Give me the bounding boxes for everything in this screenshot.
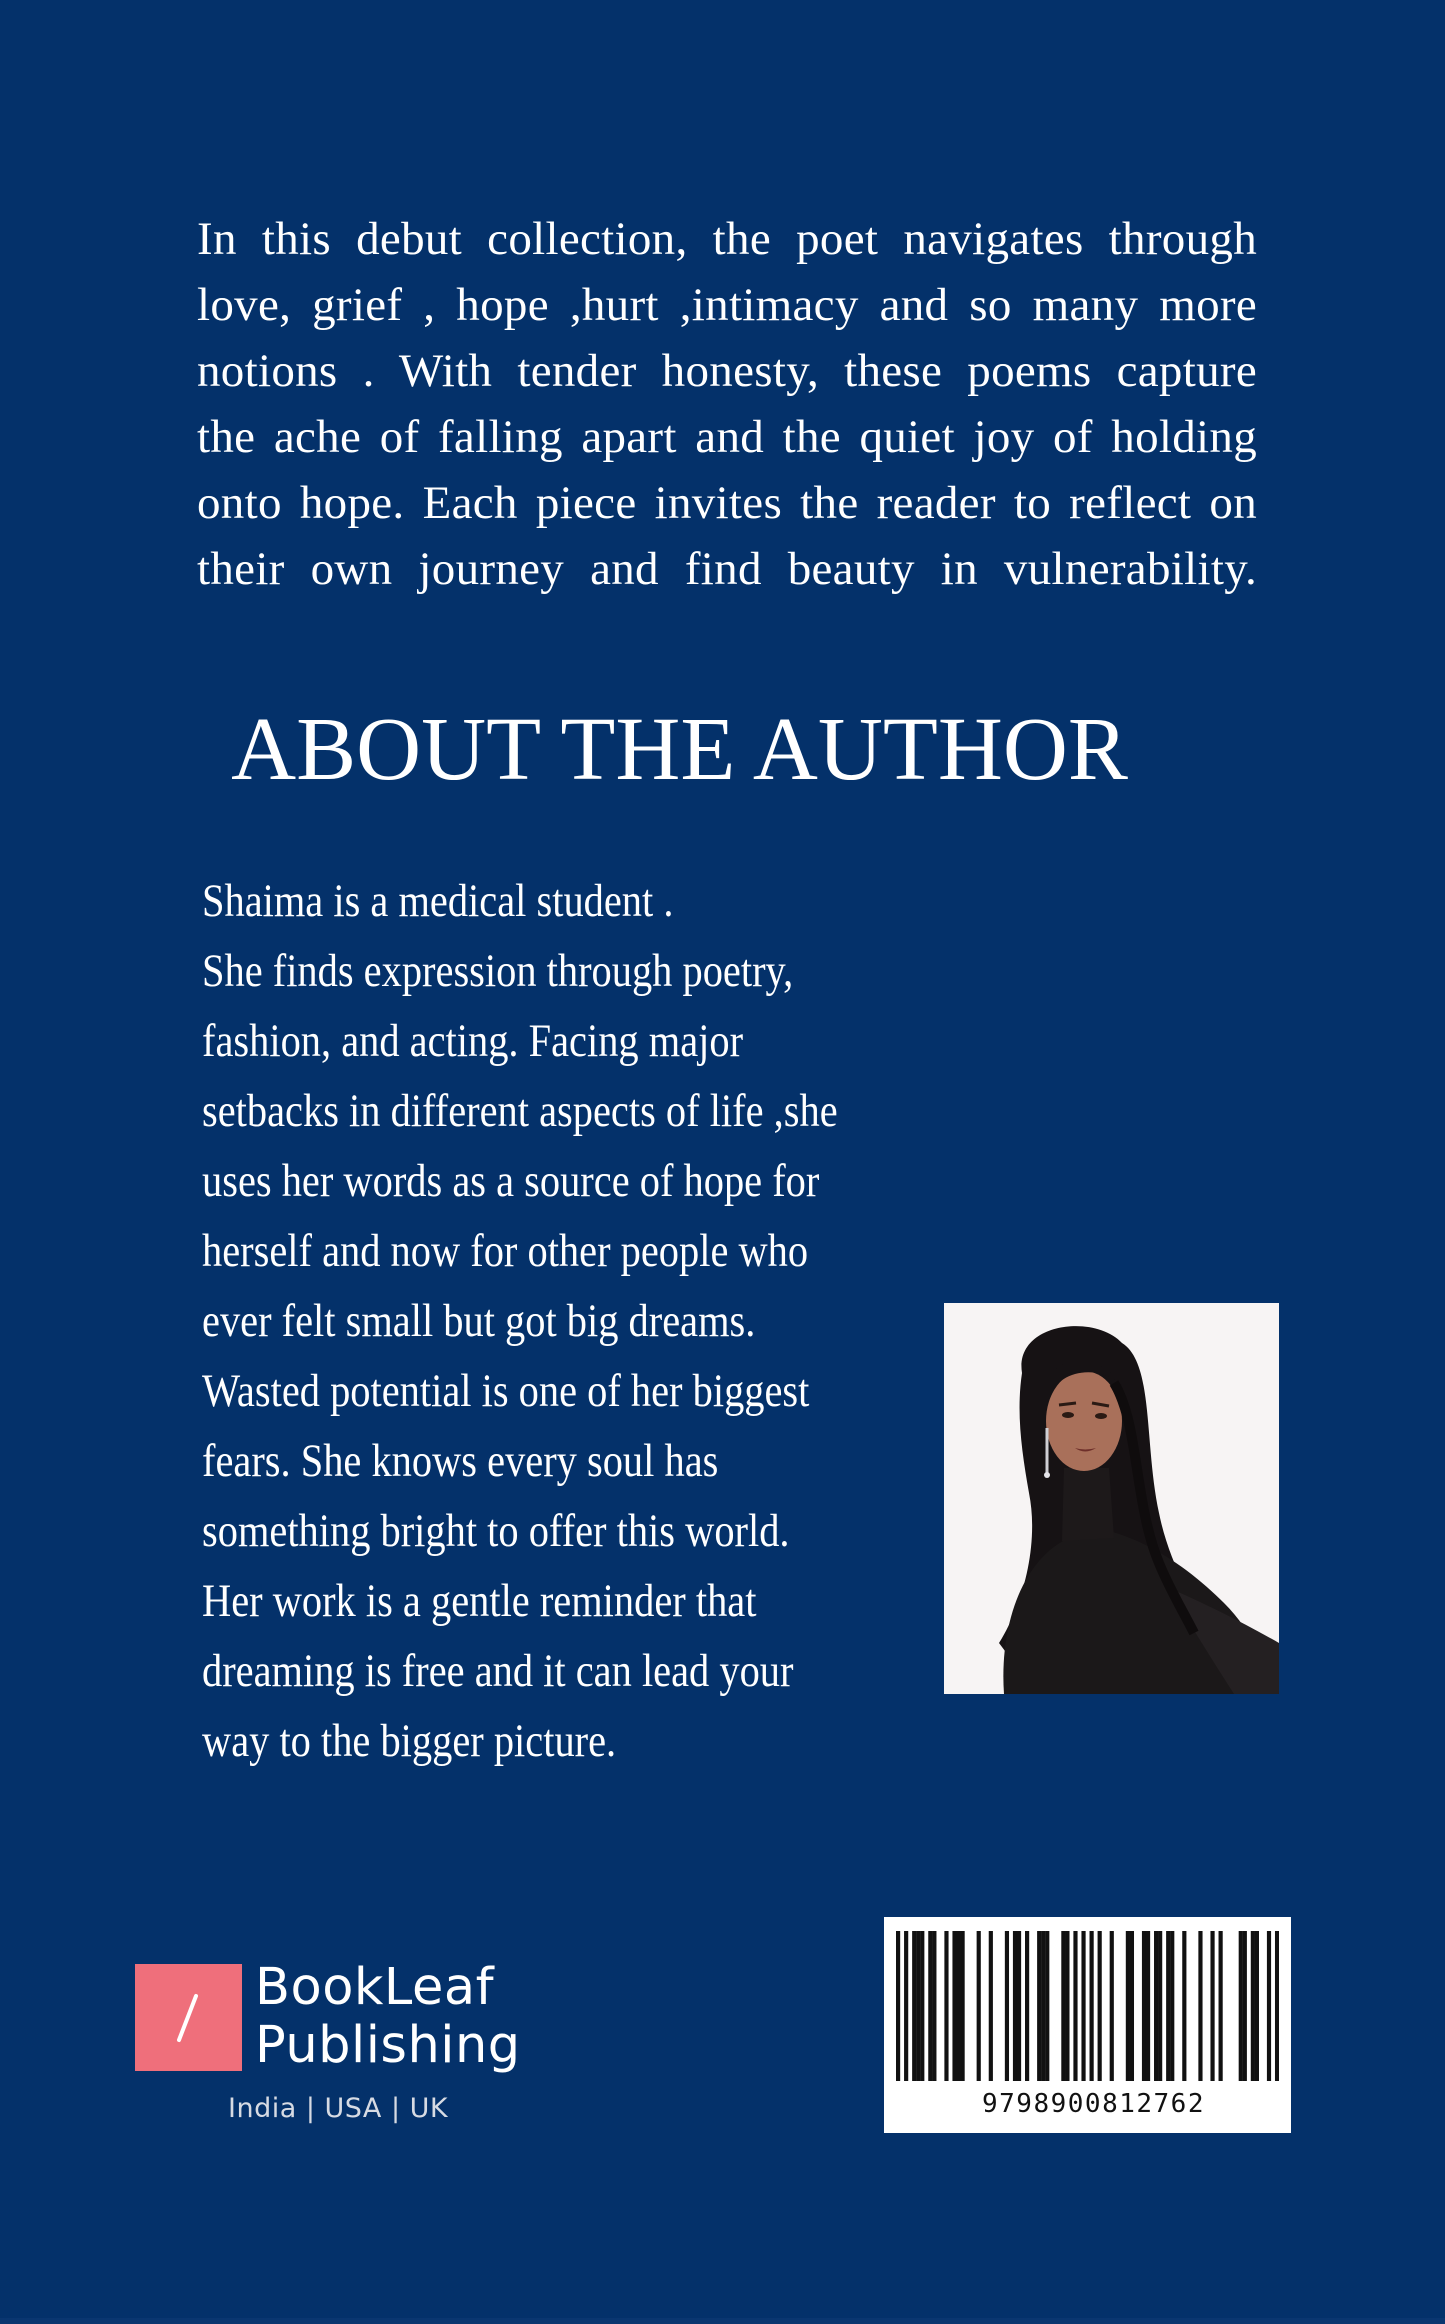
about-the-author-heading: ABOUT THE AUTHOR <box>231 700 1128 799</box>
barcode-bar <box>1142 1931 1146 2081</box>
bookleaf-mark-icon <box>135 1964 242 2071</box>
barcode-bar <box>1017 1931 1021 2081</box>
barcode-bar <box>1126 1931 1130 2081</box>
barcode-bar <box>1255 1931 1259 2081</box>
isbn-number: 9798900812762 <box>982 2089 1205 2119</box>
barcode-bar <box>956 1931 960 2081</box>
barcode-bar <box>961 1931 965 2081</box>
barcode-bar <box>1090 1931 1094 2081</box>
bio-line: Her work is a gentle reminder that <box>202 1575 757 1627</box>
barcode-bar <box>1170 1931 1174 2081</box>
barcode-bar <box>1041 1931 1045 2081</box>
blurb-line: the ache of falling apart and the quiet joy of holding <box>197 411 1257 463</box>
barcode-bar <box>1158 1931 1162 2081</box>
barcode-bar <box>1166 1931 1170 2081</box>
bio-line: herself and now for other people who <box>202 1225 809 1277</box>
bio-line: setbacks in different aspects of life ,she <box>202 1085 838 1137</box>
publisher-name-line2: Publishing <box>255 2016 521 2075</box>
barcode-bar <box>1146 1931 1150 2081</box>
barcode-bars <box>896 1931 1279 2081</box>
blurb-line: their own journey and find beauty in vulnerability. <box>197 543 1257 595</box>
bio-line: She finds expression through poetry, <box>202 945 794 997</box>
author-photo <box>944 1303 1279 1694</box>
barcode-bar <box>1110 1931 1114 2081</box>
barcode-bar <box>1267 1931 1271 2081</box>
barcode-bar <box>1275 1931 1279 2081</box>
bio-line: something bright to offer this world. <box>202 1505 790 1557</box>
blurb-line: In this debut collection, the poet navigates through <box>197 213 1257 265</box>
barcode-bar <box>1251 1931 1255 2081</box>
blurb-line: notions . With tender honesty, these poems capture <box>197 345 1257 397</box>
barcode-bar <box>932 1931 936 2081</box>
barcode-bar <box>1005 1931 1009 2081</box>
barcode-bar <box>952 1931 956 2081</box>
barcode-bar <box>1239 1931 1243 2081</box>
bio-line: dreaming is free and it can lead your <box>202 1645 794 1697</box>
barcode-bar <box>1045 1931 1049 2081</box>
barcode-bar <box>1013 1931 1017 2081</box>
bottom-edge <box>0 2318 1445 2324</box>
barcode-bar <box>1081 1931 1085 2081</box>
bio-line: Wasted potential is one of her biggest <box>202 1365 810 1417</box>
barcode-bar <box>944 1931 948 2081</box>
barcode-bar <box>912 1931 916 2081</box>
isbn-barcode <box>884 1917 1291 2133</box>
barcode-bar <box>928 1931 932 2081</box>
barcode-bar <box>1210 1931 1214 2081</box>
barcode-bar <box>1025 1931 1029 2081</box>
blurb-line: love, grief , hope ,hurt ,intimacy and so many more <box>197 279 1257 331</box>
publisher-name <box>255 1959 521 2075</box>
author-portrait-illustration <box>944 1303 1279 1694</box>
barcode-bar <box>904 1931 908 2081</box>
barcode-bar <box>1037 1931 1041 2081</box>
barcode-bar <box>920 1931 924 2081</box>
barcode-bar <box>1130 1931 1134 2081</box>
barcode-bar <box>1219 1931 1223 2081</box>
publisher-regions: India | USA | UK <box>228 2093 449 2124</box>
publisher-name-line1: BookLeaf <box>255 1958 495 2017</box>
barcode-bar <box>977 1931 981 2081</box>
barcode-bar <box>1154 1931 1158 2081</box>
barcode-bar <box>1061 1931 1065 2081</box>
barcode-bar <box>916 1931 920 2081</box>
barcode-bar <box>1073 1931 1077 2081</box>
author-bio <box>202 866 856 1776</box>
barcode-bar <box>1243 1931 1247 2081</box>
barcode-bar <box>1198 1931 1202 2081</box>
book-blurb <box>197 206 1257 602</box>
bio-line: fears. She knows every soul has <box>202 1435 719 1487</box>
bio-line: Shaima is a medical student . <box>202 875 674 927</box>
barcode-bar <box>1098 1931 1102 2081</box>
publisher-logo <box>135 1958 555 2133</box>
bio-line: way to the bigger picture. <box>202 1715 617 1767</box>
barcode-bar <box>1182 1931 1186 2081</box>
slash-icon <box>135 1964 242 2071</box>
barcode-bar <box>989 1931 993 2081</box>
bio-line: fashion, and acting. Facing major <box>202 1015 744 1067</box>
blurb-line: onto hope. Each piece invites the reader to reflect on <box>197 477 1257 529</box>
bio-line: uses her words as a source of hope for <box>202 1155 820 1207</box>
barcode-bar <box>1065 1931 1069 2081</box>
bio-line: ever felt small but got big dreams. <box>202 1295 756 1347</box>
barcode-bar <box>896 1931 900 2081</box>
